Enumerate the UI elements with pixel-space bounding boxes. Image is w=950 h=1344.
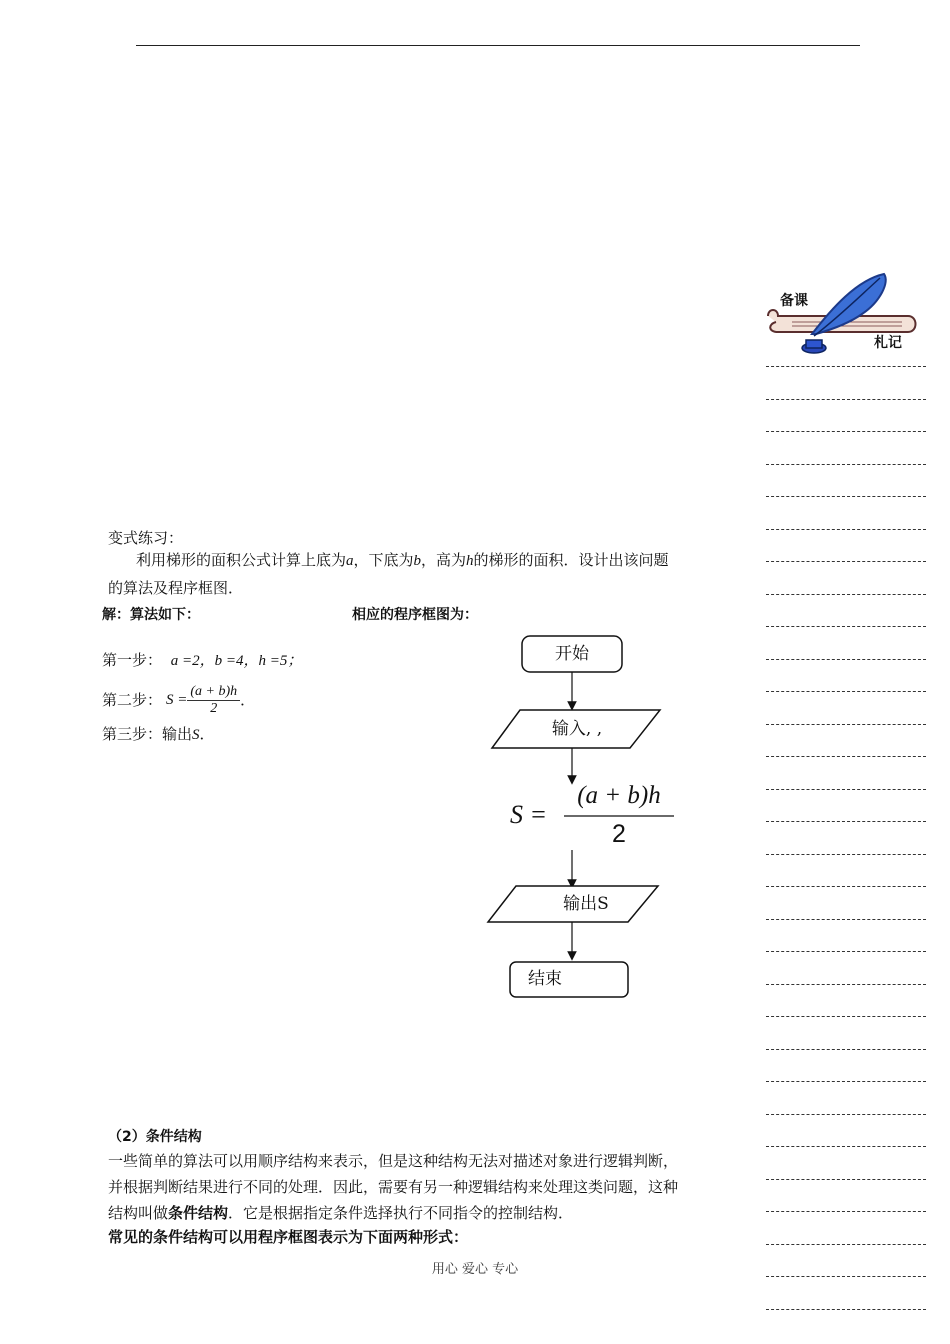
note-line bbox=[766, 464, 926, 465]
flow-process-denominator: 2 bbox=[612, 820, 626, 848]
problem-text: 利用梯形的面积公式计算上底为 bbox=[136, 551, 347, 569]
step-2-end: ． bbox=[240, 691, 256, 709]
fraction-denominator: 2 bbox=[210, 700, 218, 716]
body-text: ．它是根据指定条件选择执行不同指令的控制结构． bbox=[228, 1204, 574, 1222]
flow-output-label: 输出S bbox=[563, 894, 609, 914]
step-2-fraction bbox=[187, 684, 240, 717]
fraction-numerator: (a + b)h bbox=[187, 684, 240, 701]
body-text: 结构叫做 bbox=[108, 1204, 169, 1222]
flow-end-label: 结束 bbox=[528, 969, 562, 989]
note-line bbox=[766, 1211, 926, 1212]
note-line bbox=[766, 854, 926, 855]
step-1-expr: a =2，b =4，h =5； bbox=[170, 653, 303, 669]
flow-process-lhs: S = bbox=[510, 800, 548, 829]
note-line bbox=[766, 1146, 926, 1147]
note-line bbox=[766, 496, 926, 497]
var-h: h bbox=[466, 553, 474, 569]
note-line bbox=[766, 821, 926, 822]
step-3-end: ． bbox=[199, 725, 215, 743]
header-rule bbox=[136, 45, 860, 46]
note-line bbox=[766, 366, 926, 367]
problem-text: ，下底为 bbox=[353, 551, 414, 569]
note-line bbox=[766, 1081, 926, 1082]
problem-text: ，高为 bbox=[421, 551, 467, 569]
var-b: b bbox=[413, 553, 422, 569]
note-line bbox=[766, 626, 926, 627]
exercise-title: 变式练习： bbox=[108, 529, 184, 547]
note-line bbox=[766, 789, 926, 790]
lesson-notes-badge bbox=[762, 268, 922, 360]
note-line bbox=[766, 919, 926, 920]
exercise-problem-line2: 的算法及程序框图． bbox=[108, 579, 244, 597]
note-line bbox=[766, 561, 926, 562]
step-label: 第二步： bbox=[102, 691, 163, 709]
note-line bbox=[766, 1016, 926, 1017]
note-line bbox=[766, 724, 926, 725]
step-label: 第三步：输出 bbox=[102, 725, 193, 743]
note-line bbox=[766, 756, 926, 757]
section-body bbox=[108, 1148, 748, 1226]
note-line bbox=[766, 1309, 926, 1310]
note-line bbox=[766, 886, 926, 887]
solution-heading: 解：算法如下： bbox=[102, 607, 200, 623]
exercise-problem-line1 bbox=[136, 550, 669, 571]
badge-text-bottom: 札记 bbox=[874, 335, 902, 351]
section-heading: （2）条件结构 bbox=[108, 1129, 202, 1145]
step-label: 第一步： bbox=[102, 651, 163, 669]
step-1 bbox=[102, 650, 302, 671]
note-line bbox=[766, 659, 926, 660]
page-footer: 用心 爱心 专心 bbox=[431, 1262, 519, 1277]
body-line: 一些简单的算法可以用顺序结构来表示，但是这种结构无法对描述对象进行逻辑判断， bbox=[108, 1152, 679, 1170]
var-s: S bbox=[192, 727, 200, 743]
note-line bbox=[766, 1114, 926, 1115]
flowchart-heading: 相应的程序框图为： bbox=[352, 607, 478, 623]
note-line bbox=[766, 399, 926, 400]
body-line bbox=[108, 1200, 748, 1226]
note-line bbox=[766, 984, 926, 985]
note-line bbox=[766, 1049, 926, 1050]
step-2-lhs: S = bbox=[166, 692, 188, 708]
flow-start-label: 开始 bbox=[555, 644, 589, 664]
var-a: a bbox=[346, 553, 354, 569]
badge-text-top: 备课 bbox=[780, 293, 808, 309]
term-condition-structure: 条件结构 bbox=[168, 1204, 229, 1222]
flow-process-numerator: (a + b)h bbox=[577, 782, 661, 809]
note-line bbox=[766, 431, 926, 432]
note-line bbox=[766, 691, 926, 692]
problem-text: 的梯形的面积．设计出该问题 bbox=[473, 551, 669, 569]
note-line bbox=[766, 529, 926, 530]
note-line bbox=[766, 951, 926, 952]
step-2 bbox=[102, 680, 255, 720]
flow-input-label: 输入, , bbox=[551, 719, 603, 739]
note-line bbox=[766, 1244, 926, 1245]
section-closing-line: 常见的条件结构可以用程序框图表示为下面两种形式： bbox=[108, 1228, 469, 1246]
note-line bbox=[766, 1179, 926, 1180]
note-line bbox=[766, 594, 926, 595]
step-3 bbox=[102, 724, 215, 745]
body-line: 并根据判断结果进行不同的处理．因此，需要有另一种逻辑结构来处理这类问题，这种 bbox=[108, 1178, 679, 1196]
